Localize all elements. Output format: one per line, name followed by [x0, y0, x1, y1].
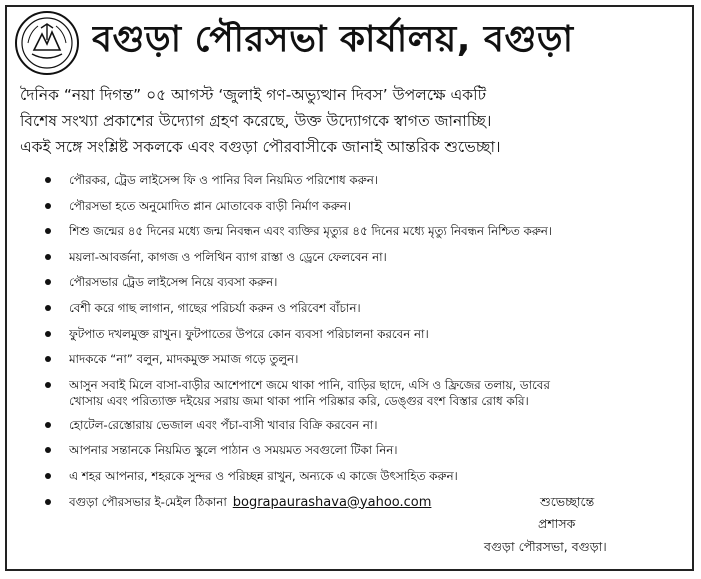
bullet-icon — [45, 382, 51, 388]
list-item — [20, 417, 685, 433]
list-item — [20, 249, 685, 265]
list-item-text: পৌরকর, ট্রেড লাইসেন্স ফি ও পানির বিল নিয়মিত পরিশোধ করুন। — [69, 173, 378, 187]
intro-line: একই সঙ্গে সংশ্লিষ্ট সকলকে এবং বগুড়া পৌরবাসীকে জানাই আন্তরিক শুভেচ্ছা। — [20, 138, 501, 156]
list-item — [20, 172, 685, 188]
intro-line: বিশেষ সংখ্যা প্রকাশের উদ্যোগ গ্রহণ করেছে, উক্ত উদ্যোগকে স্বাগত জানাচ্ছি। — [20, 112, 492, 130]
bullet-icon — [45, 279, 51, 285]
municipality-seal-icon — [14, 10, 80, 76]
list-item-text: বেশী করে গাছ লাগান, গাছের পরিচর্যা করুন ও পরিবেশ বাঁচান। — [69, 300, 361, 315]
list-item-text: খোসায় এবং পরিত্যাক্ত দইয়ের সরায় জমা থাকা পানি পরিষ্কার করি, ডেঙ্গুর বংশ বিস্তার রোধ করি। — [69, 393, 529, 408]
intro-line: দৈনিক “নয়া দিগন্ত” ০৫ আগস্ট ‘জুলাই গণ-অভ্যুত্থান দিবস’ উপলক্ষে একটি — [20, 86, 487, 104]
bullet-icon — [45, 422, 51, 428]
page-title: বগুড়া পৌরসভা কার্যালয়, বগুড়া — [92, 19, 574, 60]
list-item-text: আসুন সবাই মিলে বাসা-বাড়ীর আশেপাশে জমে থাকা পানি, বাড়ির ছাদে, এসি ও ফ্রিজের তলায়, ডাবের — [69, 377, 550, 392]
list-item-text: মাদককে “না” বলুন, মাদকমুক্ত সমাজ গড়ে তুলুন। — [69, 352, 299, 367]
list-item-text: আপনার সন্তানকে নিয়মিত স্কুলে পাঠান ও সময়মত সবগুলো টিকা নিন। — [69, 443, 398, 458]
bullet-icon — [45, 499, 51, 505]
list-item-text: ফুটপাত দখলমুক্ত রাখুন। ফুটপাতের উপরে কোন ব্যবসা পরিচালনা করবেন না। — [69, 326, 429, 341]
list-item-text: ময়লা-আবর্জনা, কাগজ ও পলিথিন ব্যাগ রাস্তা ও ড্রেনে ফেলবেন না। — [69, 249, 387, 264]
list-item — [20, 274, 685, 290]
list-item — [20, 326, 685, 342]
list-item-text: পৌরসভা হতে অনুমোদিত প্লান মোতাবেক বাড়ী নির্মাণ করুন। — [69, 198, 352, 213]
list-item — [20, 223, 685, 239]
signature-designation: প্রশাসক — [538, 516, 576, 531]
intro-paragraph — [20, 82, 685, 160]
bullet-icon — [45, 447, 51, 453]
email-link[interactable]: bograpaurashava@yahoo.com — [232, 494, 432, 510]
bullet-icon — [45, 203, 51, 209]
bullet-icon — [45, 305, 51, 311]
email-label: বগুড়া পৌরসভার ই-মেইল ঠিকানা — [69, 494, 227, 509]
list-item-text: এ শহর আপনার, শহরকে সুন্দর ও পরিচ্ছন্ন রাখুন, অন্যকে এ কাজে উৎসাহিত করুন। — [69, 468, 458, 483]
list-item — [20, 351, 685, 367]
signature-greeting: শুভেচ্ছান্তে — [540, 494, 595, 509]
bullet-icon — [45, 254, 51, 260]
list-item — [20, 468, 685, 484]
notice-bullet-list — [20, 172, 685, 520]
bullet-icon — [45, 331, 51, 337]
list-item — [20, 198, 685, 214]
list-item — [20, 377, 685, 409]
list-item-text: পৌরসভার ট্রেড লাইসেন্স নিয়ে ব্যবসা করুন। — [69, 275, 278, 290]
list-item — [20, 442, 685, 458]
list-item-text: শিশু জন্মের ৪৫ দিনের মধ্যে জন্ম নিবন্ধন এবং ব্যক্তির মৃত্যুর ৪৫ দিনের মধ্যে মৃত্যু নিবন্ধন নিশ্চিত করুন। — [69, 224, 553, 239]
bullet-icon — [45, 356, 51, 362]
list-item-text: হোটেল-রেস্তোরায় ভেজাল এবং পঁচা-বাসী খাবার বিক্রি করবেন না। — [69, 417, 378, 432]
bullet-icon — [45, 228, 51, 234]
list-item — [20, 300, 685, 316]
signature-office: বগুড়া পৌরসভা, বগুড়া। — [484, 539, 607, 554]
bullet-icon — [45, 177, 51, 183]
bullet-icon — [45, 473, 51, 479]
